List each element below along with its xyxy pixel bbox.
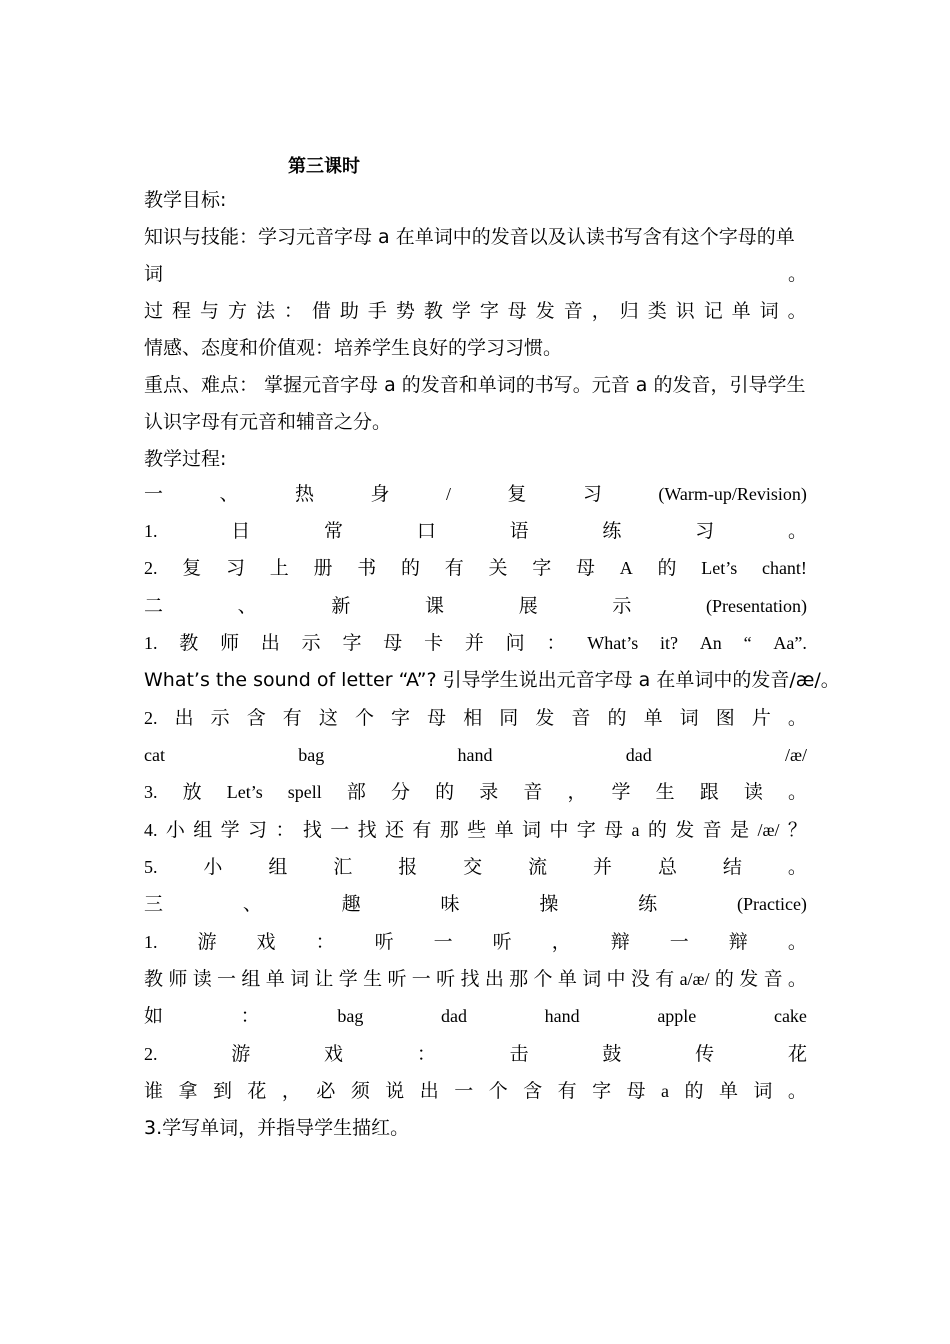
knowledge-end: 。 <box>787 263 807 285</box>
text-token: 单 <box>494 819 514 841</box>
text-token: 一 <box>217 968 237 990</box>
text-token: hand <box>457 745 493 765</box>
text-token: 学 <box>611 781 631 803</box>
knowledge-line-2 <box>144 256 807 293</box>
key-points-line-2: 认识字母有元音和辅音之分。 <box>144 411 392 433</box>
text-token: 法 <box>255 300 275 322</box>
text-token: What’s <box>587 633 639 653</box>
text-token: 热 <box>294 483 314 505</box>
text-token: 听 <box>492 931 512 953</box>
text-token: 母 <box>604 819 624 841</box>
text-token: 有 <box>412 819 432 841</box>
text-token: 找 <box>357 819 377 841</box>
text-token: 味 <box>440 893 460 915</box>
text-token: 小 <box>165 819 185 841</box>
text-token: 。 <box>787 856 807 878</box>
text-token: hand <box>544 1006 580 1026</box>
text-token: 母 <box>427 707 447 729</box>
text-token: ： <box>275 819 295 841</box>
text-token: 教 <box>144 968 164 990</box>
text-token: 字 <box>479 300 499 322</box>
text-token: 小 <box>203 856 223 878</box>
text-token: 花 <box>787 1043 807 1065</box>
text-token: 语 <box>509 520 529 542</box>
text-token: 含 <box>523 1080 543 1102</box>
text-token: 5. <box>144 857 158 877</box>
text-token: ： <box>283 300 303 322</box>
text-token: 母 <box>507 300 527 322</box>
text-token: 4. <box>144 820 158 840</box>
text-token: 出 <box>419 1080 439 1102</box>
text-token: a/æ/ <box>679 969 710 989</box>
text-token: ， <box>551 931 571 953</box>
text-token: 图 <box>715 707 735 729</box>
section-2-item-1-line-1 <box>144 625 807 662</box>
text-token: 三 <box>144 893 164 915</box>
text-token: 击 <box>509 1043 529 1065</box>
text-token: (Practice) <box>736 894 807 914</box>
text-token: bag <box>337 1006 364 1026</box>
text-token: 习 <box>248 819 268 841</box>
text-token: 含 <box>246 707 266 729</box>
text-token: 字 <box>592 1080 612 1102</box>
text-token: 花 <box>247 1080 267 1102</box>
text-token: 词 <box>753 1080 773 1102</box>
section-2-item-4 <box>144 812 807 849</box>
text-token: 音 <box>563 300 583 322</box>
text-token: 一 <box>330 819 350 841</box>
text-token: ， <box>567 781 587 803</box>
text-token: 1. <box>144 521 158 541</box>
text-token: spell <box>287 782 322 802</box>
text-token: 常 <box>324 520 344 542</box>
text-token: 放 <box>182 781 202 803</box>
text-token: 卡 <box>424 632 444 654</box>
section-3-item-1-desc <box>144 961 807 998</box>
text-token: 发 <box>535 707 555 729</box>
text-token: 组 <box>268 856 288 878</box>
text-token: 的 <box>607 707 627 729</box>
text-token: 二 <box>144 595 164 617</box>
text-token: 相 <box>463 707 483 729</box>
text-token: 到 <box>212 1080 232 1102</box>
process-heading: 教学过程: <box>144 448 227 470</box>
text-token: 组 <box>241 968 261 990</box>
text-token: 片 <box>751 707 771 729</box>
text-token: 说 <box>385 1080 405 1102</box>
text-token: 中 <box>606 968 626 990</box>
section-1-item-2 <box>144 550 807 587</box>
text-token: 1. <box>144 932 158 952</box>
text-token: 示 <box>301 632 321 654</box>
text-token: 母 <box>575 557 595 579</box>
text-token: 助 <box>339 300 359 322</box>
text-token: 的 <box>435 781 455 803</box>
text-token: 录 <box>479 781 499 803</box>
text-token: 还 <box>385 819 405 841</box>
text-token: 习 <box>582 483 602 505</box>
text-token: it? <box>660 633 679 653</box>
text-token: 那 <box>509 968 529 990</box>
text-token: An <box>699 633 722 653</box>
text-token: dad <box>441 1006 467 1026</box>
text-token: 流 <box>528 856 548 878</box>
text-token: ？ <box>787 819 807 841</box>
knowledge-line-1: 知识与技能：学习元音字母 a 在单词中的发音以及认读书写含有这个字母的单 <box>144 226 795 248</box>
text-token: 一 <box>454 1080 474 1102</box>
text-token: 单 <box>731 300 751 322</box>
text-token: 结 <box>722 856 742 878</box>
text-token: 发 <box>739 968 759 990</box>
text-token: 母 <box>383 632 403 654</box>
text-token: 并 <box>593 856 613 878</box>
text-token: 、 <box>219 483 239 505</box>
text-token: 交 <box>463 856 483 878</box>
text-token: 字 <box>576 819 596 841</box>
text-token: 复 <box>507 483 527 505</box>
process-method-line <box>144 293 807 330</box>
text-token: 的 <box>647 819 667 841</box>
section-2-item-5 <box>144 849 807 886</box>
text-token: 教 <box>423 300 443 322</box>
text-token: 一 <box>144 483 164 505</box>
text-token: /æ/ <box>784 745 807 765</box>
text-token: a <box>631 820 640 840</box>
section-2-words <box>144 737 807 774</box>
text-token: 学 <box>451 300 471 322</box>
section-3-item-2 <box>144 1036 807 1073</box>
text-token: 学 <box>338 968 358 990</box>
text-token: ： <box>416 1043 436 1065</box>
text-token: 母 <box>626 1080 646 1102</box>
text-token: 、 <box>237 595 257 617</box>
text-token: 识 <box>675 300 695 322</box>
text-token: 展 <box>518 595 538 617</box>
text-token: 2. <box>144 1044 158 1064</box>
text-token: (Warm-up/Revision) <box>658 484 807 504</box>
text-token: 这 <box>318 707 338 729</box>
text-token: 新 <box>331 595 351 617</box>
text-token: 。 <box>787 520 807 542</box>
text-token: 归 <box>619 300 639 322</box>
text-token: 如 <box>144 1005 164 1027</box>
text-token: 必 <box>316 1080 336 1102</box>
text-token: 的 <box>657 557 677 579</box>
text-token: 师 <box>220 632 240 654</box>
text-token: cake <box>773 1006 807 1026</box>
text-token: dad <box>625 745 652 765</box>
text-token: Let’s <box>701 558 738 578</box>
text-token: 示 <box>612 595 632 617</box>
text-token: 问 <box>505 632 525 654</box>
text-token: 总 <box>657 856 677 878</box>
text-token: 日 <box>231 520 251 542</box>
text-token: 的 <box>684 1080 704 1102</box>
text-token: 戏 <box>324 1043 344 1065</box>
text-token: 与 <box>199 300 219 322</box>
text-token: 报 <box>398 856 418 878</box>
text-token: 单 <box>643 707 663 729</box>
text-token: 部 <box>346 781 366 803</box>
section-3-item-3: 3.学写单词，并指导学生描红。 <box>144 1117 410 1139</box>
text-token: 单 <box>557 968 577 990</box>
text-token: 一 <box>433 931 453 953</box>
text-token: 找 <box>460 968 480 990</box>
text-token: 有 <box>444 557 464 579</box>
text-token: 游 <box>231 1043 251 1065</box>
text-token: 3. <box>144 782 158 802</box>
text-token: 有 <box>557 1080 577 1102</box>
text-token: 关 <box>488 557 508 579</box>
text-token: 听 <box>374 931 394 953</box>
text-token: 让 <box>314 968 334 990</box>
text-token: 拿 <box>178 1080 198 1102</box>
text-token: 出 <box>484 968 504 990</box>
text-token: 势 <box>395 300 415 322</box>
section-3-item-1 <box>144 924 807 961</box>
text-token: 个 <box>488 1080 508 1102</box>
text-token: 词 <box>521 819 541 841</box>
text-token: 些 <box>467 819 487 841</box>
text-token: 师 <box>168 968 188 990</box>
text-token: 的 <box>400 557 420 579</box>
text-token: 程 <box>171 300 191 322</box>
text-token: 戏 <box>256 931 276 953</box>
text-token: 词 <box>759 300 779 322</box>
text-token: 跟 <box>699 781 719 803</box>
text-token: 字 <box>391 707 411 729</box>
section-2-item-1-line-2: What’s the sound of letter “A”? 引导学生说出元音字母 a 在单词中的发音/æ/。 <box>144 669 840 691</box>
text-token: 操 <box>539 893 559 915</box>
text-token: 类 <box>647 300 667 322</box>
text-token: 读 <box>743 781 763 803</box>
text-token: 找 <box>302 819 322 841</box>
text-token: 那 <box>439 819 459 841</box>
text-token: 音 <box>702 819 722 841</box>
text-token: 过 <box>144 300 164 322</box>
text-token: 上 <box>269 557 289 579</box>
text-token: 口 <box>416 520 436 542</box>
text-token: 辩 <box>610 931 630 953</box>
text-token: 谁 <box>144 1080 164 1102</box>
text-token: 记 <box>703 300 723 322</box>
text-token: 听 <box>436 968 456 990</box>
text-token: 练 <box>602 520 622 542</box>
text-token: 趣 <box>341 893 361 915</box>
text-token: chant! <box>761 558 807 578</box>
text-token: 习 <box>225 557 245 579</box>
text-token: 个 <box>533 968 553 990</box>
text-token: / <box>445 484 451 504</box>
text-token: 复 <box>182 557 202 579</box>
text-token: 发 <box>675 819 695 841</box>
text-token: 是 <box>730 819 750 841</box>
section-2-heading <box>144 588 807 625</box>
text-token: 出 <box>174 707 194 729</box>
text-token: Let’s <box>226 782 263 802</box>
text-token: 单 <box>718 1080 738 1102</box>
text-token: 书 <box>357 557 377 579</box>
text-token: A <box>619 558 633 578</box>
lesson-title: 第三课时 <box>288 156 360 177</box>
text-token: Aa”. <box>773 633 807 653</box>
text-token: ： <box>240 1005 260 1027</box>
emotion-line: 情感、态度和价值观：培养学生良好的学习习惯。 <box>144 337 563 359</box>
text-token: 出 <box>260 632 280 654</box>
text-token: 身 <box>370 483 390 505</box>
text-token: 练 <box>638 893 658 915</box>
text-token: 2. <box>144 708 158 728</box>
key-points-line-1: 重点、难点： 掌握元音字母 a 的发音和单词的书写。元音 a 的发音，引导学生 <box>144 374 806 396</box>
text-token: 辩 <box>728 931 748 953</box>
text-token: 没 <box>630 968 650 990</box>
text-token: 词 <box>290 968 310 990</box>
text-token: 2. <box>144 558 158 578</box>
text-token: 示 <box>210 707 230 729</box>
text-token: 借 <box>311 300 331 322</box>
section-1-item-1 <box>144 513 807 550</box>
section-3-heading <box>144 886 807 923</box>
text-token: ， <box>591 300 611 322</box>
text-token: 学 <box>220 819 240 841</box>
text-token: 鼓 <box>602 1043 622 1065</box>
text-token: 字 <box>532 557 552 579</box>
text-token: 传 <box>695 1043 715 1065</box>
knowledge-word: 词 <box>144 263 164 285</box>
text-token: ， <box>281 1080 301 1102</box>
section-2-item-3 <box>144 774 807 811</box>
text-token: 手 <box>367 300 387 322</box>
text-token: 。 <box>787 931 807 953</box>
text-token: 汇 <box>333 856 353 878</box>
text-token: a <box>661 1081 670 1101</box>
text-token: 个 <box>354 707 374 729</box>
text-token: 须 <box>350 1080 370 1102</box>
text-token: 同 <box>499 707 519 729</box>
section-3-item-2-desc <box>144 1073 807 1110</box>
text-token: 。 <box>787 1080 807 1102</box>
text-token: 游 <box>197 931 217 953</box>
text-token: 。 <box>787 968 807 990</box>
text-token: 听 <box>387 968 407 990</box>
text-token: 词 <box>582 968 602 990</box>
text-token: ： <box>315 931 335 953</box>
text-token: bag <box>298 745 325 765</box>
text-token: 音 <box>763 968 783 990</box>
text-token: ： <box>546 632 566 654</box>
goals-heading: 教学目标: <box>144 189 227 211</box>
text-token: 生 <box>655 781 675 803</box>
text-token: 组 <box>193 819 213 841</box>
text-token: 。 <box>787 707 807 729</box>
section-1-heading <box>144 476 807 513</box>
text-token: 一 <box>411 968 431 990</box>
text-token: 习 <box>695 520 715 542</box>
section-2-item-2 <box>144 700 807 737</box>
text-token: 1. <box>144 633 158 653</box>
text-token: 。 <box>787 300 807 322</box>
text-token: 读 <box>192 968 212 990</box>
text-token: 。 <box>787 781 807 803</box>
text-token: 生 <box>363 968 383 990</box>
text-token: 发 <box>535 300 555 322</box>
text-token: 字 <box>342 632 362 654</box>
text-token: 词 <box>679 707 699 729</box>
text-token: 音 <box>523 781 543 803</box>
text-token: 有 <box>655 968 675 990</box>
text-token: 册 <box>313 557 333 579</box>
section-3-example <box>144 998 807 1035</box>
text-token: 中 <box>549 819 569 841</box>
text-token: 的 <box>714 968 734 990</box>
text-token: (Presentation) <box>706 596 807 616</box>
text-token: 有 <box>282 707 302 729</box>
text-token: 课 <box>425 595 445 617</box>
text-token: apple <box>657 1006 697 1026</box>
text-token: /æ/ <box>757 820 780 840</box>
text-token: 方 <box>227 300 247 322</box>
text-token: 、 <box>242 893 262 915</box>
text-token: 教 <box>179 632 199 654</box>
text-token: 音 <box>571 707 591 729</box>
text-token: 分 <box>391 781 411 803</box>
text-token: cat <box>144 745 165 765</box>
text-token: “ <box>743 633 752 653</box>
text-token: 并 <box>464 632 484 654</box>
text-token: 一 <box>669 931 689 953</box>
text-token: 单 <box>265 968 285 990</box>
